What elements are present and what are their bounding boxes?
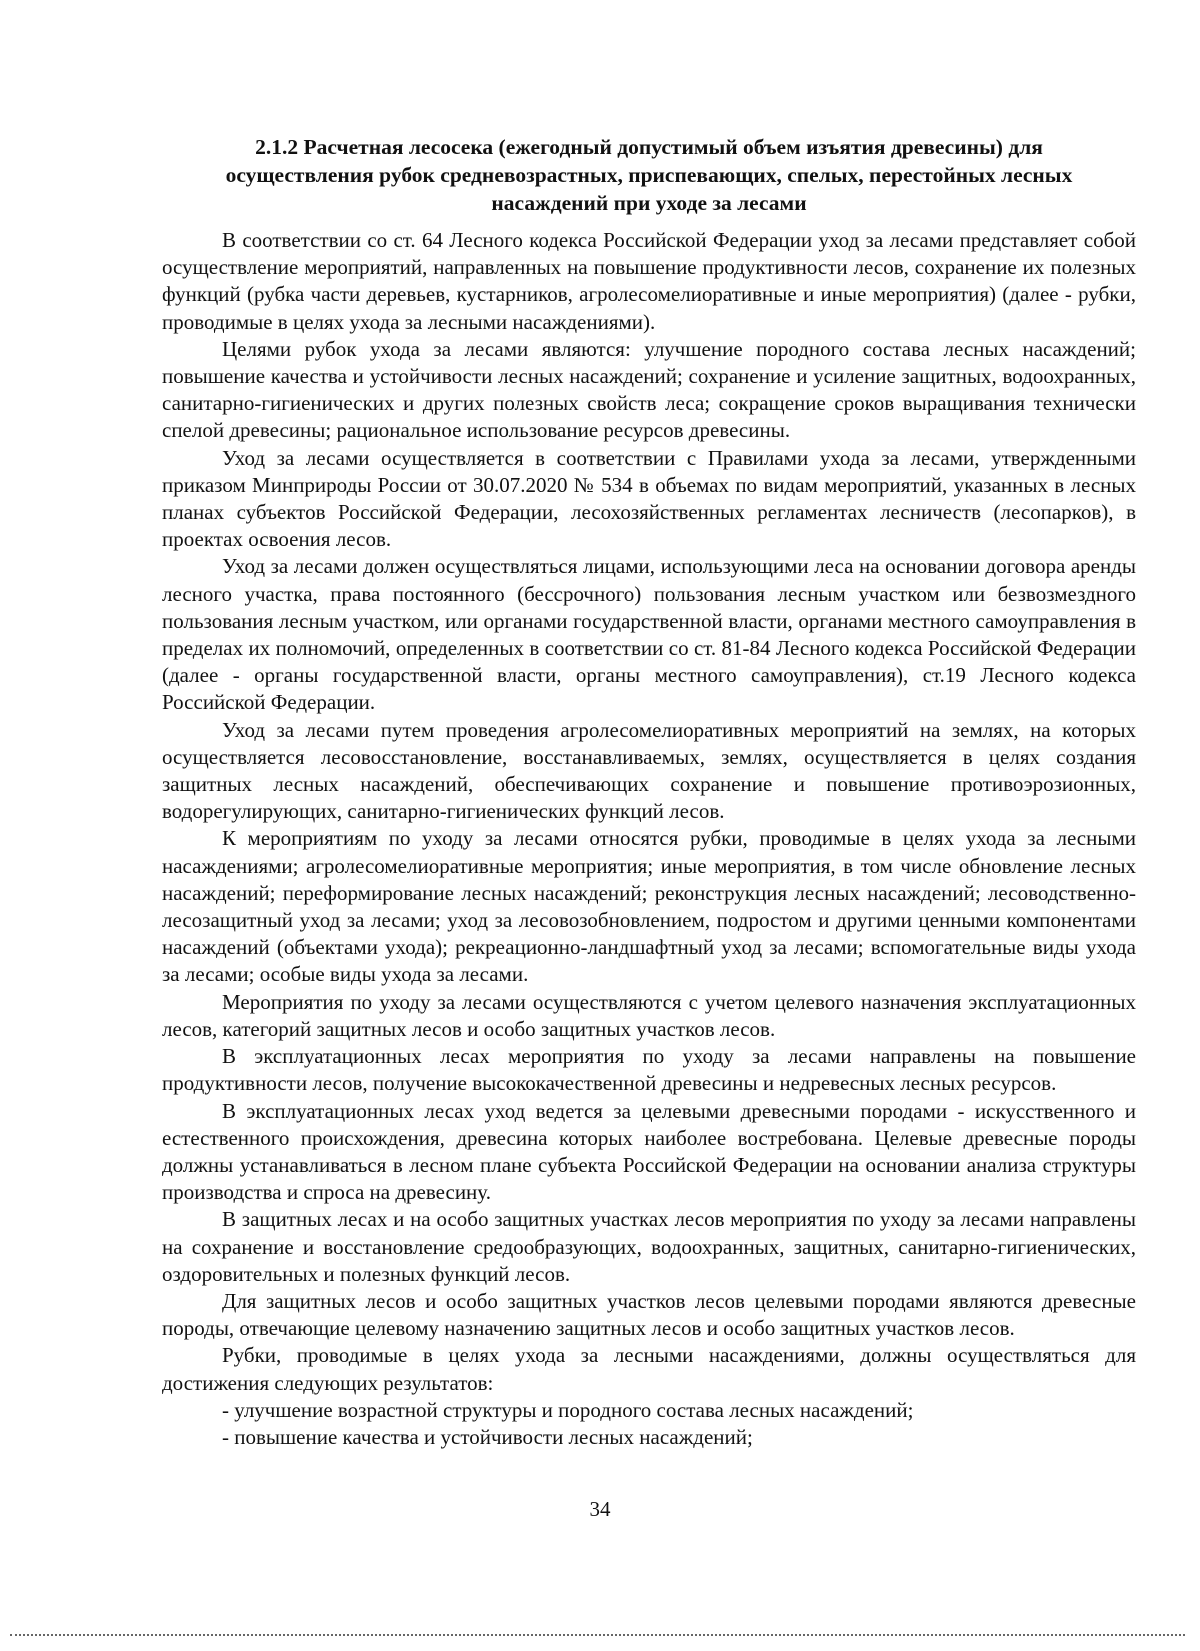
paragraph: В эксплуатационных лесах уход ведется за целевыми древесными породами - искусственного и естественного происхождения, древесина которых наиболее востребована. Целевые древесные породы должны устанавливаться в лесном плане субъекта Российской Федерации на основании анализа структуры производства и спроса на древесину.: [162, 1098, 1136, 1205]
section-heading: 2.1.2 Расчетная лесосека (ежегодный допустимый объем изъятия древесины) для осуществления рубок средневозрастных, приспевающих, спелых, перестойных лесных насаждений при уходе за лесами: [225, 135, 1073, 215]
paragraph: Уход за лесами путем проведения агролесомелиоративных мероприятий на землях, на которых осуществляется лесовосстановление, восстанавливаемых, землях, осуществляется в целях создания защитных лесных насаждений, обеспечивающих сохранение и повышение противоэрозионных, водорегулирующих, санитарно-гигиенических функций лесов.: [162, 717, 1136, 824]
list-item: - улучшение возрастной структуры и породного состава лесных насаждений;: [222, 1397, 914, 1422]
paragraph: Для защитных лесов и особо защитных участков лесов целевыми породами являются древесные породы, отвечающие целевому назначению защитных лесов и особо защитных участков лесов.: [162, 1288, 1136, 1341]
paragraph: Уход за лесами должен осуществляться лицами, использующими леса на основании договора аренды лесного участка, права постоянного (бессрочного) пользования лесным участком или безвозмездного пользования лесным участком, или органами государственной власти, органами местного самоуправления в пределах их полномочий, определенных в соответствии со ст. 81-84 Лесного кодекса Российской Федерации (далее - органы государственной власти, органы местного самоуправления), ст.19 Лесного кодекса Российской Федерации.: [162, 554, 1136, 715]
paragraph: Целями рубок ухода за лесами являются: улучшение породного состава лесных насаждений; повышение качества и устойчивости лесных насаждений; сохранение и усиление защитных, водоохранных, санитарно-гигиенических и других полезных свойств леса; сокращение сроков выращивания технически спелой древесины; рациональное использование ресурсов древесины.: [162, 336, 1136, 443]
page-number: 34: [589, 1497, 611, 1521]
paragraph: В соответствии со ст. 64 Лесного кодекса Российской Федерации уход за лесами представляет собой осуществление мероприятий, направленных на повышение продуктивности лесов, сохранение их полезных функций (рубка части деревьев, кустарников, агролесомелиоративные и иные мероприятия) (далее - рубки, проводимые в целях ухода за лесными насаждениями).: [162, 228, 1136, 334]
scan-edge-divider: [10, 1634, 1185, 1636]
paragraph: Мероприятия по уходу за лесами осуществляются с учетом целевого назначения эксплуатационных лесов, категорий защитных лесов и особо защитных участков лесов.: [162, 989, 1136, 1041]
paragraph: К мероприятиям по уходу за лесами относятся рубки, проводимые в целях ухода за лесными насаждениями; агролесомелиоративные мероприятия; иные мероприятия, в том числе обновление лесных насаждений; переформирование лесных насаждений; реконструкция лесных насаждений; лесоводственно-лесозащитный уход за лесами; уход за лесовозобновлением, подростом и другими ценными компонентами насаждений (объектами ухода); рекреационно-ландшафтный уход за лесами; вспомогательные виды ухода за лесами; особые виды ухода за лесами.: [162, 826, 1136, 987]
paragraph: В защитных лесах и на особо защитных участках лесов мероприятия по уходу за лесами направлены на сохранение и восстановление средообразующих, водоохранных, защитных, санитарно-гигиенических, оздоровительных и полезных функций лесов.: [162, 1207, 1136, 1286]
paragraph: Рубки, проводимые в целях ухода за лесными насаждениями, должны осуществляться для достижения следующих результатов:: [162, 1343, 1136, 1395]
paragraph: Уход за лесами осуществляется в соответствии с Правилами ухода за лесами, утвержденными приказом Минприроды России от 30.07.2020 № 534 в объемах по видам мероприятий, указанных в лесных планах субъектов Российской Федерации, лесохозяйственных регламентах лесничеств (лесопарков), в проектах освоения лесов.: [162, 445, 1136, 552]
list-item: - повышение качества и устойчивости лесных насаждений;: [222, 1424, 753, 1449]
body-text: [162, 227, 1136, 1451]
paragraph: В эксплуатационных лесах мероприятия по уходу за лесами направлены на повышение продуктивности лесов, получение высококачественной древесины и недревесных лесных ресурсов.: [162, 1044, 1136, 1096]
document-page: [162, 133, 1136, 1451]
